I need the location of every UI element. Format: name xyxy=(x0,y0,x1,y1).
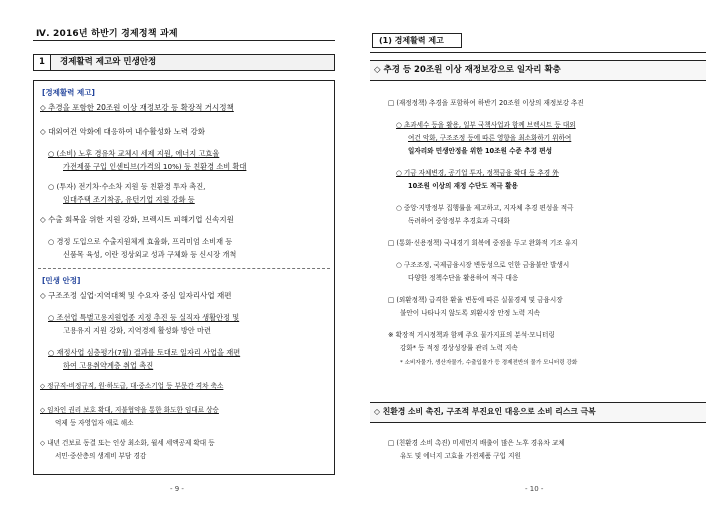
list-item: ○ 초과세수 등을 활용, 일부 국책사업과 함께 브렉시트 등 대외 xyxy=(396,121,576,129)
list-item: ◇ 내년 건보료 동결 또는 인상 최소화, 월세 세액공제 확대 등 xyxy=(40,439,215,447)
page-number: - 9 - xyxy=(170,485,184,493)
subsection-number: 1 xyxy=(34,55,51,70)
list-item: ○ (투자) 전기차·수소차 지원 등 친환경 투자 촉진, xyxy=(48,182,206,191)
list-item: 여건 악화, 구조조정 등에 따른 영향을 최소화하기 위하여 xyxy=(408,134,572,142)
list-item: 불안이 나타나지 않도록 외환시장 안정 노력 지속 xyxy=(400,309,540,317)
list-item: 독려하여 중앙정부 추경효과 극대화 xyxy=(408,217,510,225)
list-item: □ (통화·신용정책) 국내경기 회복에 중점을 두고 완화적 기조 유지 xyxy=(388,239,578,247)
list-item: □ (재정정책) 추경을 포함하여 하반기 20조원 이상의 재정보강 추진 xyxy=(388,99,584,107)
list-item: □ (친환경 소비 촉진) 미세먼지 배출이 많은 노후 경유차 교체 xyxy=(388,439,565,447)
list-item: 유도 및 에너지 고효율 가전제품 구입 지원 xyxy=(400,452,521,460)
list-item: ◇ 구조조정 실업·지역대책 및 수요자 중심 일자리사업 재편 xyxy=(40,291,232,300)
list-item: ○ 조선업 특별고용지원업종 지정 추진 등 실직자 생활안정 및 xyxy=(48,313,240,322)
list-item: ○ 중앙·지방정부 집행률을 제고하고, 지자체 추경 편성을 적극 xyxy=(396,204,574,212)
list-item: ◇ 대외여건 악화에 대응하여 내수활성화 노력 강화 xyxy=(40,127,205,136)
list-item: ◇ 수출 회복을 위한 지원 강화, 브렉시트 피해기업 신속지원 xyxy=(40,215,234,224)
list-item: ○ 구조조정, 국제금융시장 변동성으로 인한 금융불안 발생시 xyxy=(396,261,570,269)
list-item: ◇ 정규직-비정규직, 원·하도급, 대·중소기업 등 부문간 격차 축소 xyxy=(40,382,224,390)
summary-band: ◇ 친환경 소비 촉진, 구조적 부진요인 대응으로 소비 리스크 극복 xyxy=(370,402,706,423)
list-item: ○ 재정사업 심층평가(7월) 결과를 토대로 일자리 사업을 재편 xyxy=(48,348,241,357)
list-item: ◇ 임차인 권리 보호 확대, 지불협약을 통한 화도한 임대료 상승 xyxy=(40,406,219,414)
list-item: 10조원 이상의 재정 수단도 적극 활용 xyxy=(408,182,518,190)
subsection-title: 경제활력 제고와 민생안정 xyxy=(60,57,157,67)
list-item: 임대주택 조기착공, 유턴기업 지원 강화 등 xyxy=(63,195,195,204)
list-item: 고용유지 지원 강화, 지역경제 활성화 방안 마련 xyxy=(63,326,211,335)
list-item: ※ 확장적 거시정책과 함께 주요 물가지표의 분석·모니터링 xyxy=(388,331,555,339)
list-item: ◇ 추경을 포함한 20조원 이상 재정보강 등 확장적 거시정책 xyxy=(40,103,234,112)
tag-livelihood: [민생 안정] xyxy=(42,276,81,285)
list-item: ○ 기금 자체변경, 공기업 투자, 정책금융 확대 등 추경 外 xyxy=(396,169,559,177)
list-item: □ (외환정책) 급격한 환율 변동에 따른 실물경제 및 금융시장 xyxy=(388,296,563,304)
divider xyxy=(38,268,330,269)
tag-economic-vitality: [경제활력 제고] xyxy=(42,88,95,97)
right-page xyxy=(360,0,720,508)
summary-band: ◇ 추경 등 20조원 이상 재정보강으로 일자리 확충 xyxy=(370,60,706,81)
list-item: ○ (소비) 노후 경유차 교체시 세제 지원, 에너지 고효율 xyxy=(48,149,220,158)
page-number: - 10 - xyxy=(525,485,544,493)
list-item: ○ 경정 도입으로 수출지원체계 효율화, 프리미엄 소비재 등 xyxy=(48,237,233,246)
list-item: 하여 고용취약계층 취업 촉진 xyxy=(63,361,154,370)
section-rule xyxy=(33,40,335,41)
list-item: 신품목 육성, 이란 정상외교 성과 구체화 등 신시장 개척 xyxy=(63,250,237,259)
list-item: 다양한 정책수단을 활용하여 적극 대응 xyxy=(408,274,519,282)
list-item: 억제 등 자영업자 애로 해소 xyxy=(55,419,134,427)
list-item: 일자리와 민생안정을 위한 10조원 수준 추경 편성 xyxy=(408,147,552,155)
section-title: Ⅳ. 2016년 하반기 경제정책 과제 xyxy=(36,29,178,39)
list-item: 가전제품 구입 인센티브(가격의 10%) 등 친환경 소비 확대 xyxy=(63,162,247,171)
subsection-heading: (1) 경제활력 제고 xyxy=(372,33,462,48)
heading-rule xyxy=(370,52,706,53)
subsection-box xyxy=(33,54,335,71)
list-item: 강화* 등 적정 경상성장률 관리 노력 지속 xyxy=(400,344,518,352)
footnote: * 소비자물가, 생산자물가, 수출입물가 등 경제전반의 물가 모니터링 강화 xyxy=(400,360,578,366)
list-item: 서민·중산층의 생계비 부담 경감 xyxy=(55,452,147,460)
